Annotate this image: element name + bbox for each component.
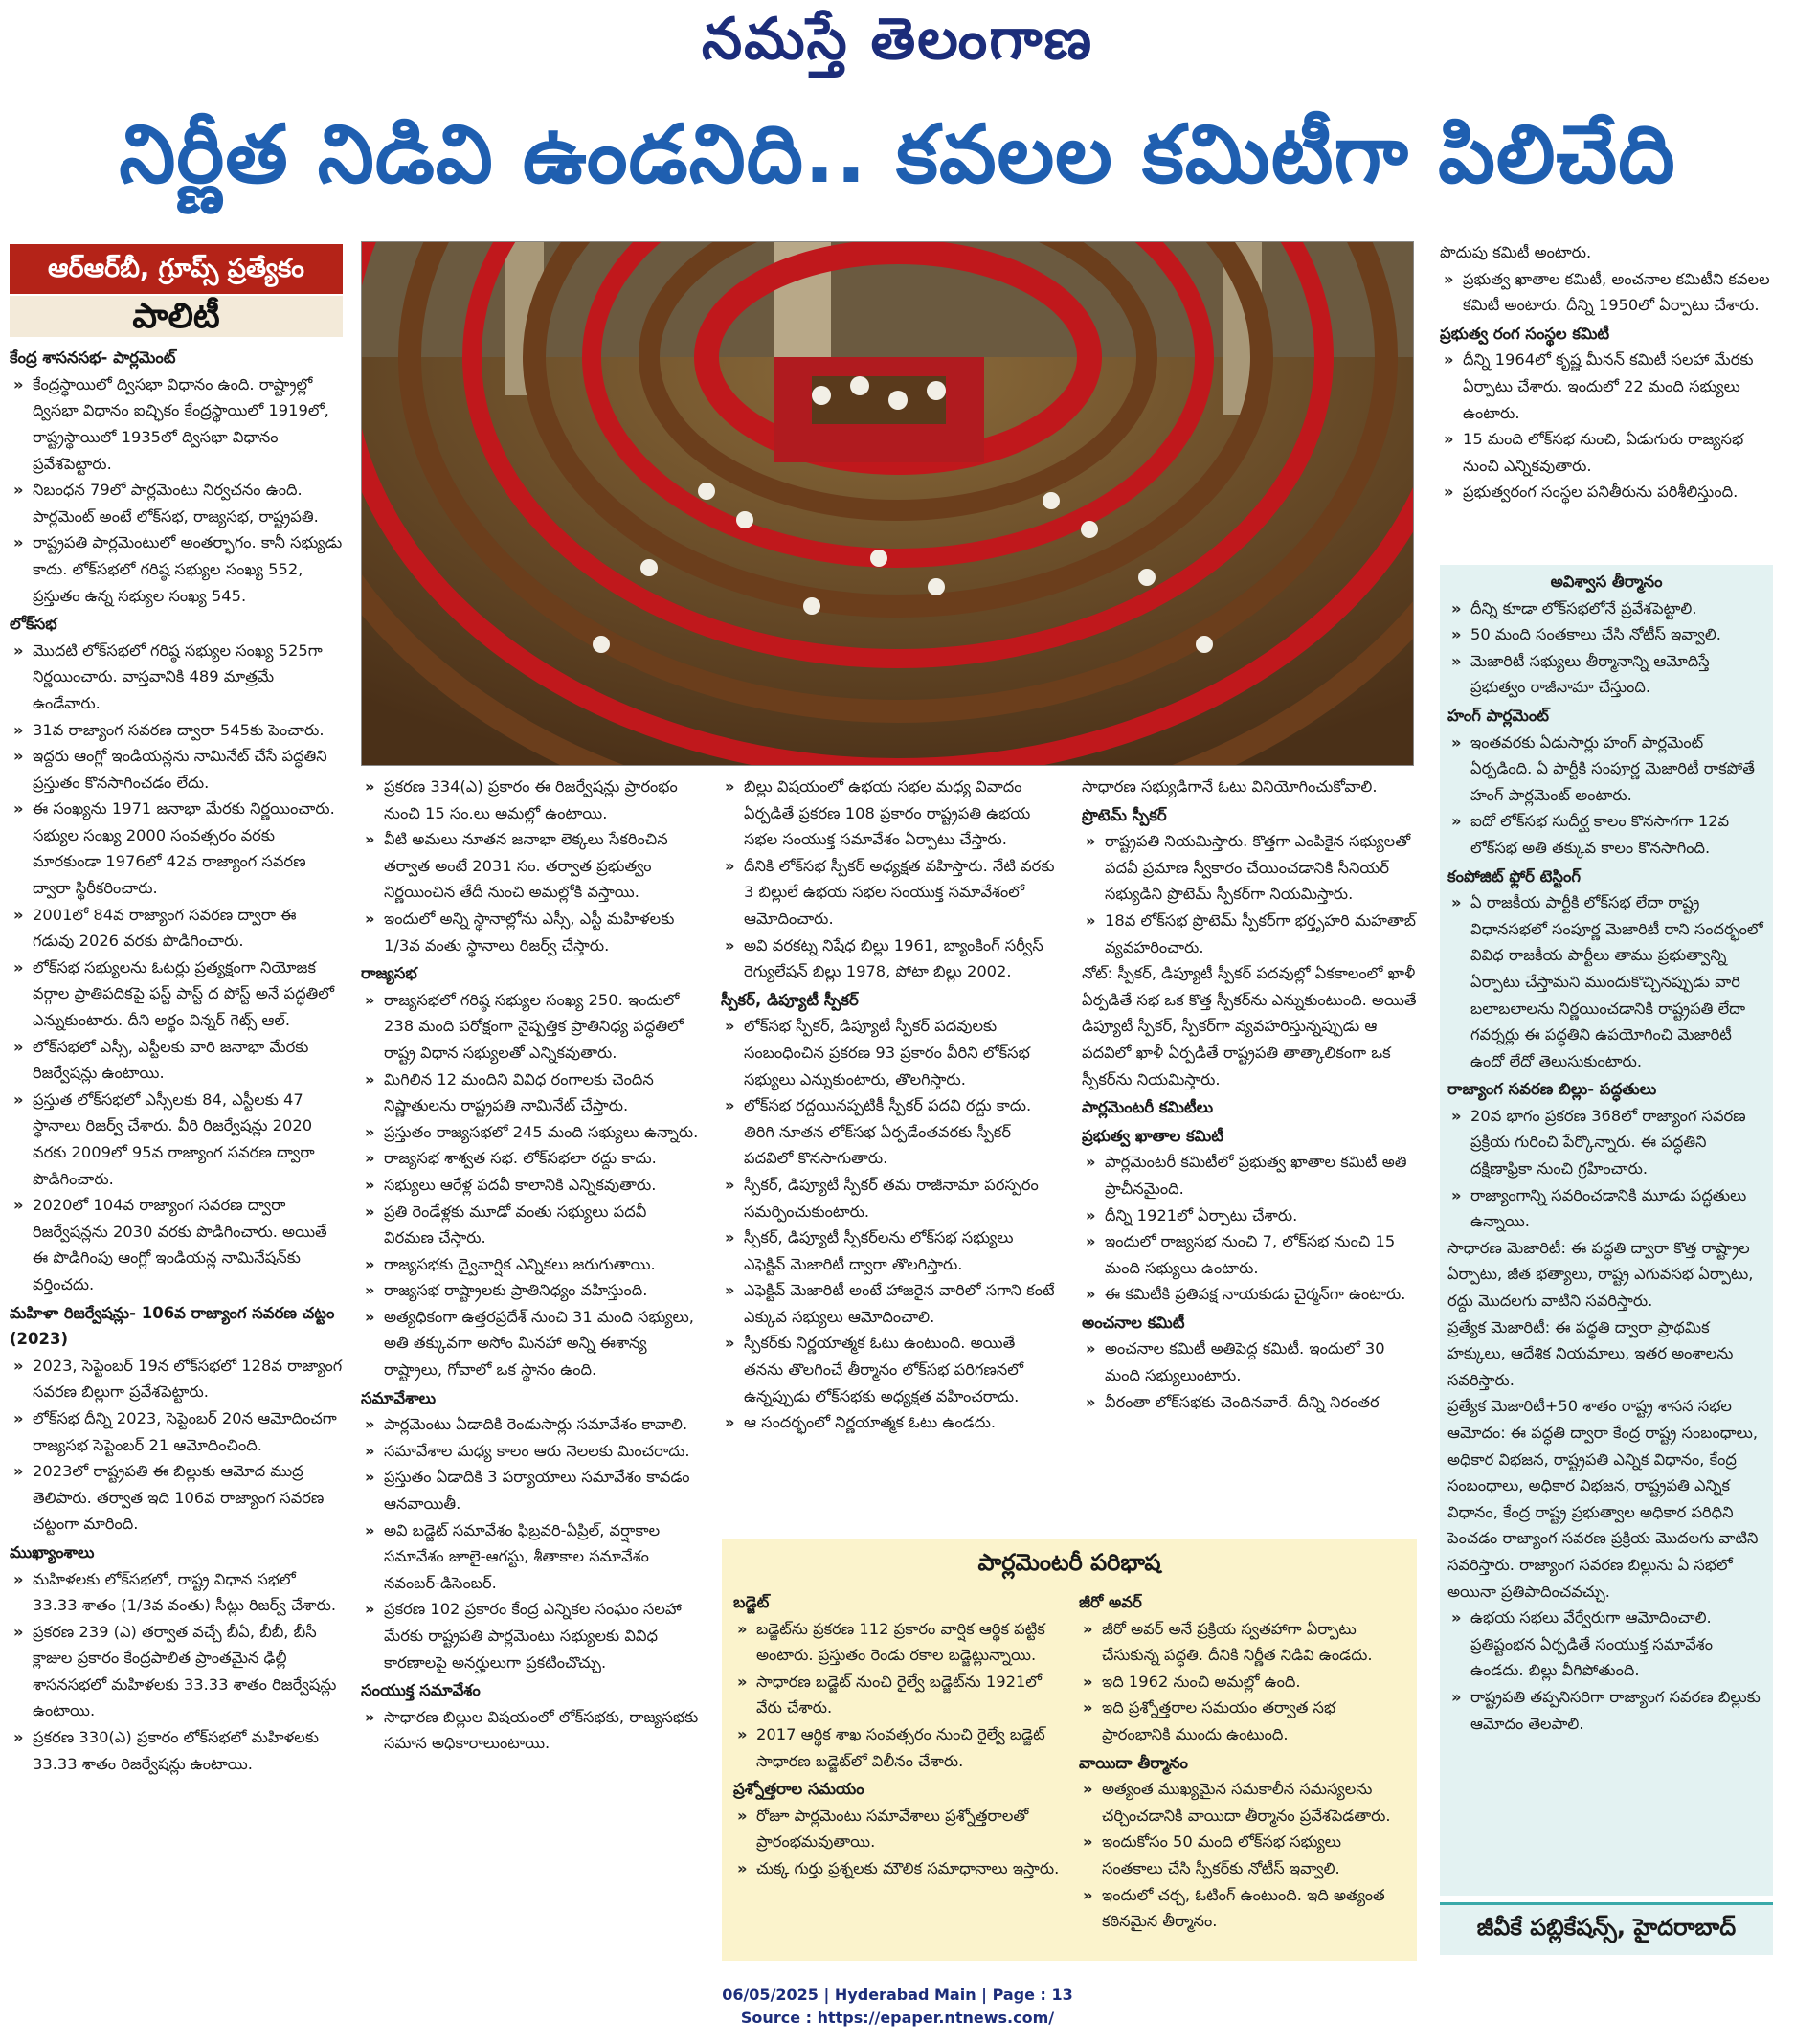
bullet-item: » ఇందులో అన్ని స్థానాల్లోను ఎస్సీ, ఎస్టీ మహిళలకు 1/3వ వంతు స్థానాలు రిజర్వ్ చేస్తారు. — [361, 906, 700, 958]
bullet-item: » అత్యంత ముఖ్యమైన సమకాలీన సమస్యలను చర్చించడానికి వాయిదా తీర్మానం ప్రవేశపెడతారు. — [1079, 1776, 1405, 1829]
glossary-right — [1079, 1587, 1405, 1935]
column-5 — [1440, 239, 1777, 555]
bullet-item: » రాష్ట్రపతి నియమిస్తారు. కొత్తగా ఎంపికైన సభ్యులతో పదవీ ప్రమాణ స్వీకారం చేయించడానికి సీనియర్ సభ్యుడిని ప్రొటెమ్ స్పీకర్‌గా నియమిస్తారు. — [1082, 828, 1419, 908]
section-heading: ప్రొటెమ్ స్పీకర్ — [1082, 805, 1167, 824]
bullet-item: » ఇంతవరకు ఏడుసార్లు హంగ్ పార్లమెంట్ ఏర్పడింది. ఏ పార్టీకి సంపూర్ణ మెజారిటీ రాకపోతే హంగ్ పార్లమెంట్ అంటారు. — [1447, 730, 1765, 809]
bullet-item: » నిబంధన 79లో పార్లమెంటు నిర్వచనం ఉంది. పార్లమెంట్ అంటే లోక్‌సభ, రాజ్యసభ, రాష్ట్రపతి. — [10, 477, 343, 529]
paragraph: సాధారణ మెజారిటీ: ఈ పద్ధతి ద్వారా కొత్త రాష్ట్రాల ఏర్పాటు, జీత భత్యాలు, రాష్ట్ర ఎగువసభ ఏర్పాటు, రద్దు మొదలగు వాటిని సవరిస్తారు. — [1447, 1238, 1754, 1311]
bullet-item: » బిల్లు విషయంలో ఉభయ సభల మధ్య వివాదం ఏర్పడితే ప్రకరణ 108 ప్రకారం రాష్ట్రపతి ఉభయ సభల సంయుక్త సమావేశం ఏర్పాటు చేస్తారు. — [721, 774, 1058, 853]
bullet-item: » ఇది ప్రశ్నోత్తరాల సమయం తర్వాత సభ ప్రారంభానికి ముందు ఉంటుంది. — [1079, 1695, 1405, 1747]
bullet-item: » మహిళలకు లోక్‌సభలో, రాష్ట్ర విధాన సభలో 33.33 శాతం (1/3వ వంతు) సీట్లు రిజర్వ్ చేశారు. — [10, 1566, 343, 1619]
section-heading: ప్రశ్నోత్తరాల సమయం — [733, 1780, 864, 1799]
column-1-body — [10, 345, 343, 1777]
column-2 — [361, 774, 700, 1961]
paragraph: సాధారణ సభ్యుడిగానే ఓటు వినియోగించుకోవాలి. — [1082, 777, 1378, 796]
bullet-item: » వీరంతా లోక్‌సభకు చెందినవారే. దీన్ని నిరంతర — [1082, 1389, 1419, 1416]
bullet-item: » సభ్యులు ఆరేళ్ల పదవీ కాలానికి ఎన్నికవుతారు. — [361, 1172, 700, 1199]
footer-source: Source : https://epaper.ntnews.com/ — [740, 2009, 1055, 2027]
bullet-item: » ఇద్దరు ఆంగ్లో ఇండియన్లను నామినేట్ చేసే పద్ధతిని ప్రస్తుతం కొనసాగించడం లేదు. — [10, 743, 343, 796]
bullet-item: » ప్రభుత్వ ఖాతాల కమిటీ, అంచనాల కమిటీని కవలల కమిటీ అంటారు. దీన్ని 1950లో ఏర్పాటు చేశారు. — [1440, 266, 1777, 319]
masthead-logo: నమస్తే తెలంగాణ — [701, 6, 1094, 73]
section-heading: ప్రభుత్వ రంగ సంస్థల కమిటీ — [1440, 324, 1610, 343]
page-footer — [0, 1984, 1795, 2030]
bullet-item: » రాష్ట్రపతి తప్పనిసరిగా రాజ్యాంగ సవరణ బిల్లుకు ఆమోదం తెలపాలి. — [1447, 1684, 1765, 1737]
bullet-item: » పార్లమెంటరీ కమిటీలో ప్రభుత్వ ఖాతాల కమిటీ అతి ప్రాచీనమైంది. — [1082, 1149, 1419, 1202]
paragraph: ప్రత్యేక మెజారిటీ: ఈ పద్ధతి ద్వారా ప్రాథమిక హక్కులు, ఆదేశిక నియమాలు, ఇతర అంశాలను సవరిస్తారు. — [1447, 1317, 1734, 1389]
column-1 — [10, 244, 343, 1967]
bullet-item: » ప్రస్తుతం ఏడాదికి 3 పర్యాయాలు సమావేశం కావడం ఆనవాయితీ. — [361, 1464, 700, 1516]
section-heading: హంగ్ పార్లమెంట్ — [1447, 706, 1549, 725]
bullet-item: » ప్రస్తుతం రాజ్యసభలో 245 మంది సభ్యులు ఉన్నారు. — [361, 1119, 700, 1146]
subject-label: పాలిటీ — [10, 296, 343, 338]
section-heading: ప్రభుత్వ ఖాతాల కమిటీ — [1082, 1126, 1223, 1145]
section-heading: జీరో అవర్ — [1079, 1593, 1142, 1611]
section-heading: లోక్‌సభ — [10, 615, 57, 634]
bullet-item: » స్పీకర్, డిప్యూటీ స్పీకర్‌లను లోక్‌సభ సభ్యులు ఎఫెక్టివ్ మెజారిటీ ద్వారా తొలగిస్తారు. — [721, 1224, 1058, 1277]
bullet-item: » ఇందుకోసం 50 మంది లోక్‌సభ సభ్యులు సంతకాలు చేసి స్పీకర్‌కు నోటీస్ ఇవ్వాలి. — [1079, 1829, 1405, 1881]
bullet-item: » రాజ్యసభ రాష్ట్రాలకు ప్రాతినిధ్యం వహిస్తుంది. — [361, 1277, 700, 1304]
bullet-item: » మిగిలిన 12 మందిని వివిధ రంగాలకు చెందిన నిష్ణాతులను రాష్ట్రపతి నామినేట్ చేస్తారు. — [361, 1067, 700, 1119]
paragraph: పొదుపు కమిటీ అంటారు. — [1440, 243, 1592, 261]
section-heading: అంచనాల కమిటీ — [1082, 1313, 1185, 1332]
bullet-item: » ప్రస్తుత లోక్‌సభలో ఎస్సీలకు 84, ఎస్టీలకు 47 స్థానాలు రిజర్వ్ చేశారు. వీరి రిజర్వేషన్లు 2020 వరకు 2009లో 95వ రాజ్యాంగ సవరణ ద్వారా పొడిగించారు. — [10, 1087, 343, 1192]
section-tag: ఆర్‌ఆర్‌బీ, గ్రూప్స్ ప్రత్యేకం — [10, 244, 343, 294]
bullet-item: » లోక్‌సభ స్పీకర్, డిప్యూటీ స్పీకర్ పదవులకు సంబంధించిన ప్రకరణ 93 ప్రకారం వీరిని లోక్‌సభ సభ్యులు ఎన్నుకుంటారు, తొలగిస్తారు. — [721, 1013, 1058, 1092]
bullet-item: » 18వ లోక్‌సభ ప్రొటెమ్ స్పీకర్‌గా భర్తృహరి మహతాబ్ వ్యవహరించారు. — [1082, 908, 1419, 960]
glossary-left — [733, 1587, 1060, 1935]
bullet-item: » రాజ్యసభలో గరిష్ఠ సభ్యుల సంఖ్య 250. ఇందులో 238 మంది పరోక్షంగా నైష్పత్తిక ప్రాతినిధ్య పద్ధతిలో రాష్ట్ర విధాన సభ్యులతో ఎన్నికవుతారు. — [361, 987, 700, 1067]
section-heading: అవిశ్వాస తీర్మానం — [1550, 573, 1663, 591]
bullet-item: » అవి వరకట్న నిషేధ బిల్లు 1961, బ్యాంకింగ్ సర్వీస్ రెగ్యులేషన్ బిల్లు 1978, పోటా బిల్లు 2002. — [721, 932, 1058, 985]
bullet-item: » ఏ రాజకీయ పార్టీకి లోక్‌సభ లేదా రాష్ట్ర విధానసభలో సంపూర్ణ మెజారిటీ రాని సందర్భంలో వివిధ రాజకీయ పార్టీలు తాము ప్రభుత్వాన్ని ఏర్పాటు చేస్తామని ముందుకొచ్చినప్పుడు వారి బలాబలాలను నిర్ణయించడానికి రాష్ట్రపతి లేదా గవర్నర్లు ఈ పద్ధతిని ఉపయోగించి మెజారిటీ ఉందో లేదో తెలుసుకుంటారు. — [1447, 889, 1765, 1074]
bullet-item: » ఉభయ సభలు వేర్వేరుగా ఆమోదించాలి. ప్రతిష్టంభన ఏర్పడితే సంయుక్త సమావేశం ఉండదు. బిల్లు వీగిపోతుంది. — [1447, 1605, 1765, 1684]
bullet-item: » ఆ సందర్భంలో నిర్ణయాత్మక ఓటు ఉండదు. — [721, 1409, 1058, 1436]
bullet-item: » స్పీకర్, డిప్యూటీ స్పీకర్ తమ రాజీనామా పరస్పరం సమర్పించుకుంటారు. — [721, 1172, 1058, 1224]
bullet-item: » అత్యధికంగా ఉత్తరప్రదేశ్ నుంచి 31 మంది సభ్యులు, అతి తక్కువగా అసోం మినహా అన్ని ఈశాన్య రాష్ట్రాలు, గోవాలో ఒక స్థానం ఉంది. — [361, 1304, 700, 1383]
bullet-item: » మొదటి లోక్‌సభలో గరిష్ఠ సభ్యుల సంఖ్య 525గా నిర్ణయించారు. వాస్తవానికి 489 మాత్రమే ఉండేవారు. — [10, 638, 343, 717]
bullet-item: » 50 మంది సంతకాలు చేసి నోటీస్ ఇవ్వాలి. — [1447, 621, 1765, 648]
bullet-item: » ఇందులో చర్చ, ఓటింగ్ ఉంటుంది. ఇది అత్యంత కఠినమైన తీర్మానం. — [1079, 1882, 1405, 1935]
bullet-item: » ఈ సంఖ్యను 1971 జనాభా మేరకు నిర్ణయించారు. సభ్యుల సంఖ్య 2000 సంవత్సరం వరకు మారకుండా 1976లో 42వ రాజ్యాంగ సవరణ ద్వారా స్థిరీకరించారు. — [10, 796, 343, 901]
bullet-item: » 2023లో రాష్ట్రపతి ఈ బిల్లుకు ఆమోద ముద్ర తెలిపారు. తర్వాత ఇది 106వ రాజ్యాంగ సవరణ చట్టంగా మారింది. — [10, 1458, 343, 1538]
bullet-item: » సాధారణ బిల్లుల విషయంలో లోక్‌సభకు, రాజ్యసభకు సమాన అధికారాలుంటాయి. — [361, 1704, 700, 1757]
footer-date-page: 06/05/2025 | Hyderabad Main | Page : 13 — [722, 1986, 1073, 2004]
glossary-title: పార్లమెంటరీ పరిభాష — [977, 1549, 1161, 1576]
bullet-item: » స్పీకర్‌కు నిర్ణయాత్మక ఓటు ఉంటుంది. అయితే తనను తొలగించే తీర్మానం లోక్‌సభ పరిగణనలో ఉన్నప్పుడు లోక్‌సభకు అధ్యక్షత వహించరాదు. — [721, 1330, 1058, 1409]
bullet-item: » కేంద్రస్థాయిలో ద్విసభా విధానం ఉంది. రాష్ట్రాల్లో ద్విసభా విధానం ఐచ్ఛికం కేంద్రస్థాయిలో 1919లో, రాష్ట్రస్థాయిలో 1935లో ద్విసభా విధానం ప్రవేశపెట్టారు. — [10, 371, 343, 477]
parliament-photo — [361, 241, 1414, 766]
bullet-item: » ఎఫెక్టివ్ మెజారిటీ అంటే హాజరైన వారిలో సగాని కంటే ఎక్కువ సభ్యులు ఆమోదించాలి. — [721, 1277, 1058, 1330]
section-heading: రాజ్యాంగ సవరణ బిల్లు- పద్ధతులు — [1447, 1080, 1657, 1099]
section-heading: కేంద్ర శాసనసభ- పార్లమెంట్ — [10, 348, 176, 368]
bullet-item: » ప్రతి రెండేళ్లకు మూడో వంతు సభ్యులు పదవీ విరమణ చేస్తారు. — [361, 1199, 700, 1251]
bullet-item: » రాజ్యసభ శాశ్వత సభ. లోక్‌సభలా రద్దు కాదు. — [361, 1145, 700, 1172]
glossary-box — [722, 1539, 1417, 1961]
bullet-item: » ఈ కమిటీకి ప్రతిపక్ష నాయకుడు చైర్మన్‌గా ఉంటారు. — [1082, 1281, 1419, 1308]
bullet-item: » జీరో అవర్ అనే ప్రక్రియ స్వతహాగా ఏర్పాటు చేసుకున్న పద్ధతి. దీనికి నిర్ణీత నిడివి ఉండదు. — [1079, 1616, 1405, 1669]
section-heading: మహిళా రిజర్వేషన్లు- 106వ రాజ్యాంగ సవరణ చట్టం (2023) — [10, 1303, 335, 1349]
bullet-item: » దీన్ని 1964లో కృష్ణ మీనన్ కమిటీ సలహా మేరకు ఏర్పాటు చేశారు. ఇందులో 22 మంది సభ్యులు ఉంటారు. — [1440, 347, 1777, 426]
bullet-item: » 2020లో 104వ రాజ్యాంగ సవరణ ద్వారా రిజర్వేషన్లను 2030 వరకు పొడిగించారు. అయితే ఈ పొడిగింపు ఆంగ్లో ఇండియన్ల నామినేషన్‌కు వర్తించదు. — [10, 1192, 343, 1297]
bullet-item: » వీటి అమలు నూతన జనాభా లెక్కలు సేకరించిన తర్వాత అంటే 2031 సం. తర్వాత ప్రభుత్వం నిర్ణయించిన తేదీ నుంచి అమల్లోకి వస్తాయి. — [361, 826, 700, 906]
section-heading: రాజ్యసభ — [361, 964, 417, 983]
bullet-item: » 2023, సెప్టెంబర్ 19న లోక్‌సభలో 128వ రాజ్యాంగ సవరణ బిల్లుగా ప్రవేశపెట్టారు. — [10, 1353, 343, 1405]
bullet-item: » రోజూ పార్లమెంటు సమావేశాలు ప్రశ్నోత్తరాలతో ప్రారంభమవుతాయి. — [733, 1803, 1060, 1855]
bullet-item: » దీనికి లోక్‌సభ స్పీకర్ అధ్యక్షత వహిస్తారు. నేటి వరకు 3 బిల్లులే ఉభయ సభల సంయుక్త సమావేశంలో ఆమోదించారు. — [721, 853, 1058, 932]
bullet-item: » పార్లమెంటు ఏడాదికి రెండుసార్లు సమావేశం కావాలి. — [361, 1411, 700, 1438]
paragraph: నోట్: స్పీకర్, డిప్యూటీ స్పీకర్ పదవుల్లో ఏకకాలంలో ఖాళీ ఏర్పడితే సభ ఒక కొత్త స్పీకర్‌ను ఎన్నుకుంటుంది. అయితే డిప్యూటీ స్పీకర్, స్పీకర్‌గా వ్యవహరిస్తున్నప్పుడు ఆ పదవిలో ఖాళీ ఏర్పడితే రాష్ట్రపతి తాత్కాలికంగా ఒక స్పీకర్‌ను నియమిస్తారు. — [1082, 964, 1417, 1089]
bullet-item: » రాజ్యసభకు ద్వైవార్షిక ఎన్నికలు జరుగుతాయి. — [361, 1251, 700, 1278]
bullet-item: » బడ్జెట్‌ను ప్రకరణ 112 ప్రకారం వార్షిక ఆర్థిక పట్టిక అంటారు. ప్రస్తుతం రెండు రకాల బడ్జెట్లున్నాయి. — [733, 1616, 1060, 1669]
bullet-item: » దీన్ని కూడా లోక్‌సభలోనే ప్రవేశపెట్టాలి. — [1447, 595, 1765, 622]
bullet-item: » లోక్‌సభ దీన్ని 2023, సెప్టెంబర్ 20న ఆమోదించగా రాజ్యసభ సెప్టెంబర్ 21 ఆమోదించింది. — [10, 1405, 343, 1458]
bullet-item: » ప్రకరణ 102 ప్రకారం కేంద్ర ఎన్నికల సంఘం సలహా మేరకు రాష్ట్రపతి పార్లమెంటు సభ్యులకు వివిధ కారణాలపై అనర్హులుగా ప్రకటించొచ్చు. — [361, 1596, 700, 1675]
bullet-item: » ప్రకరణ 239 (ఎ) తర్వాత వచ్చే బీఏ, బీబీ, బీసీ క్లాజుల ప్రకారం కేంద్రపాలిత ప్రాంతమైన ఢిల్లీ శాసనసభలో మహిళలకు 33.33 శాతం రిజర్వేషన్లు ఉంటాయి. — [10, 1619, 343, 1724]
section-heading: సమావేశాలు — [361, 1388, 437, 1407]
section-heading: బడ్జెట్ — [733, 1593, 770, 1611]
section-heading: ముఖ్యాంశాలు — [10, 1542, 95, 1561]
bullet-item: » 15 మంది లోక్‌సభ నుంచి, ఏడుగురు రాజ్యసభ నుంచి ఎన్నికవుతారు. — [1440, 426, 1777, 479]
bullet-item: » సాధారణ బడ్జెట్ నుంచి రైల్వే బడ్జెట్‌ను 1921లో వేరు చేశారు. — [733, 1669, 1060, 1721]
section-heading: స్పీకర్, డిప్యూటీ స్పీకర్ — [721, 990, 859, 1009]
section-heading: సంయుక్త సమావేశం — [361, 1681, 481, 1700]
bullet-item: » సమావేశాల మధ్య కాలం ఆరు నెలలకు మించరాదు. — [361, 1438, 700, 1465]
section-heading: పార్లమెంటరీ కమిటీలు — [1082, 1098, 1214, 1117]
bullet-item: » లోక్‌సభ రద్దయినప్పటికీ స్పీకర్ పదవి రద్దు కాదు. తిరిగి నూతన లోక్‌సభ ఏర్పడేంతవరకు స్పీకర్ పదవిలో కొనసాగుతారు. — [721, 1092, 1058, 1172]
page-headline: నిర్ణీత నిడివి ఉండనిది.. కవలల కమిటీగా పిలిచేది — [119, 107, 1676, 201]
bullet-item: » ఇది 1962 నుంచి అమల్లో ఉంది. — [1079, 1669, 1405, 1696]
bullet-item: » ఇందులో రాజ్యసభ నుంచి 7, లోక్‌సభ నుంచి 15 మంది సభ్యులు ఉంటారు. — [1082, 1228, 1419, 1281]
bullet-item: » 2017 ఆర్థిక శాఖ సంవత్సరం నుంచి రైల్వే బడ్జెట్ సాధారణ బడ్జెట్‌లో విలీనం చేశారు. — [733, 1721, 1060, 1774]
bullet-item: » అంచనాల కమిటీ అతిపెద్ద కమిటీ. ఇందులో 30 మంది సభ్యులుంటారు. — [1082, 1336, 1419, 1388]
bullet-item: » ఐదో లోక్‌సభ సుదీర్ఘ కాలం కొనసాగగా 12వ లోక్‌సభ అతి తక్కువ కాలం కొనసాగింది. — [1447, 808, 1765, 861]
bullet-item: » ప్రభుత్వరంగ సంస్థల పనితీరును పరిశీలిస్తుంది. — [1440, 479, 1777, 505]
bullet-item: » రాష్ట్రపతి పార్లమెంటులో అంతర్భాగం. కానీ సభ్యుడు కాదు. లోక్‌సభలో గరిష్ఠ సభ్యుల సంఖ్య 552, ప్రస్తుతం ఉన్న సభ్యుల సంఖ్య 545. — [10, 529, 343, 609]
bullet-item: » 31వ రాజ్యాంగ సవరణ ద్వారా 545కు పెంచారు. — [10, 717, 343, 744]
publisher-credit: జీవీకే పబ్లికేషన్స్, హైదరాబాద్ — [1440, 1902, 1773, 1955]
bullet-item: » ప్రకరణ 334(ఎ) ప్రకారం ఈ రిజర్వేషన్లు ప్రారంభం నుంచి 15 సం.లు అమల్లో ఉంటాయి. — [361, 774, 700, 826]
section-heading: వాయిదా తీర్మానం — [1079, 1753, 1188, 1772]
rajya-sabha-chamber-image — [362, 242, 1414, 766]
bullet-item: » 20వ భాగం ప్రకరణ 368లో రాజ్యాంగ సవరణ ప్రక్రియ గురించి పేర్కొన్నారు. ఈ పద్ధతిని దక్షిణాఫ్రికా నుంచి గ్రహించారు. — [1447, 1103, 1765, 1182]
bullet-item: » లోక్‌సభలో ఎస్సీ, ఎస్టీలకు వారి జనాభా మేరకు రిజర్వేషన్లు ఉంటాయి. — [10, 1034, 343, 1087]
paragraph: ప్రత్యేక మెజారిటీ+50 శాతం రాష్ట్ర శాసన సభల ఆమోదం: ఈ పద్ధతి ద్వారా కేంద్ర రాష్ట్ర సంబంధాలు, అధికార విభజన, రాష్ట్రపతి ఎన్నిక విధానం, కేంద్ర సంబంధాలు, అధికార విభజన, రాష్ట్రపతి ఎన్నిక విధానం, కేంద్ర రాష్ట్ర ప్రభుత్వాల అధికార పరిధిని పెంచడం రాజ్యాంగ సవరణ ప్రక్రియ మొదలగు వాటిని సవరిస్తారు. రాజ్యాంగ సవరణ బిల్లును ఏ సభలో అయినా ప్రతిపాదించవచ్చు. — [1447, 1397, 1759, 1601]
bullet-item: » చుక్క గుర్తు ప్రశ్నలకు మౌలిక సమాధానాలు ఇస్తారు. — [733, 1855, 1060, 1882]
bullet-item: » లోక్‌సభ సభ్యులను ఓటర్లు ప్రత్యక్షంగా నియోజక వర్గాల ప్రాతిపదికపై ఫస్ట్ పాస్ట్ ద పోస్ట్ అనే పద్ధతిలో ఎన్నుకుంటారు. దీని అర్థం విన్నర్ గెట్స్ ఆల్. — [10, 955, 343, 1034]
bullet-item: » ప్రకరణ 330(ఎ) ప్రకారం లోక్‌సభలో మహిళలకు 33.33 శాతం రిజర్వేషన్లు ఉంటాయి. — [10, 1724, 343, 1777]
bullet-item: » అవి బడ్జెట్ సమావేశం ఫిబ్రవరి-ఏప్రిల్, వర్షాకాల సమావేశం జూలై-ఆగస్టు, శీతాకాల సమావేశం నవంబర్-డిసెంబర్. — [361, 1517, 700, 1597]
column-3 — [721, 774, 1058, 1539]
section-heading: కంపోజిట్ ఫ్లోర్ టెస్టింగ్ — [1447, 866, 1581, 886]
column-4 — [1082, 774, 1419, 1539]
bullet-item: » దీన్ని 1921లో ఏర్పాటు చేశారు. — [1082, 1202, 1419, 1229]
bullet-item: » రాజ్యాంగాన్ని సవరించడానికి మూడు పద్ధతులు ఉన్నాయి. — [1447, 1182, 1765, 1235]
bullet-item: » మెజారిటీ సభ్యులు తీర్మానాన్ని ఆమోదిస్తే ప్రభుత్వం రాజీనామా చేస్తుంది. — [1447, 648, 1765, 701]
bullet-item: » 2001లో 84వ రాజ్యాంగ సవరణ ద్వారా ఈ గడువు 2026 వరకు పొడిగించారు. — [10, 902, 343, 955]
sidebar-box — [1440, 565, 1773, 1896]
